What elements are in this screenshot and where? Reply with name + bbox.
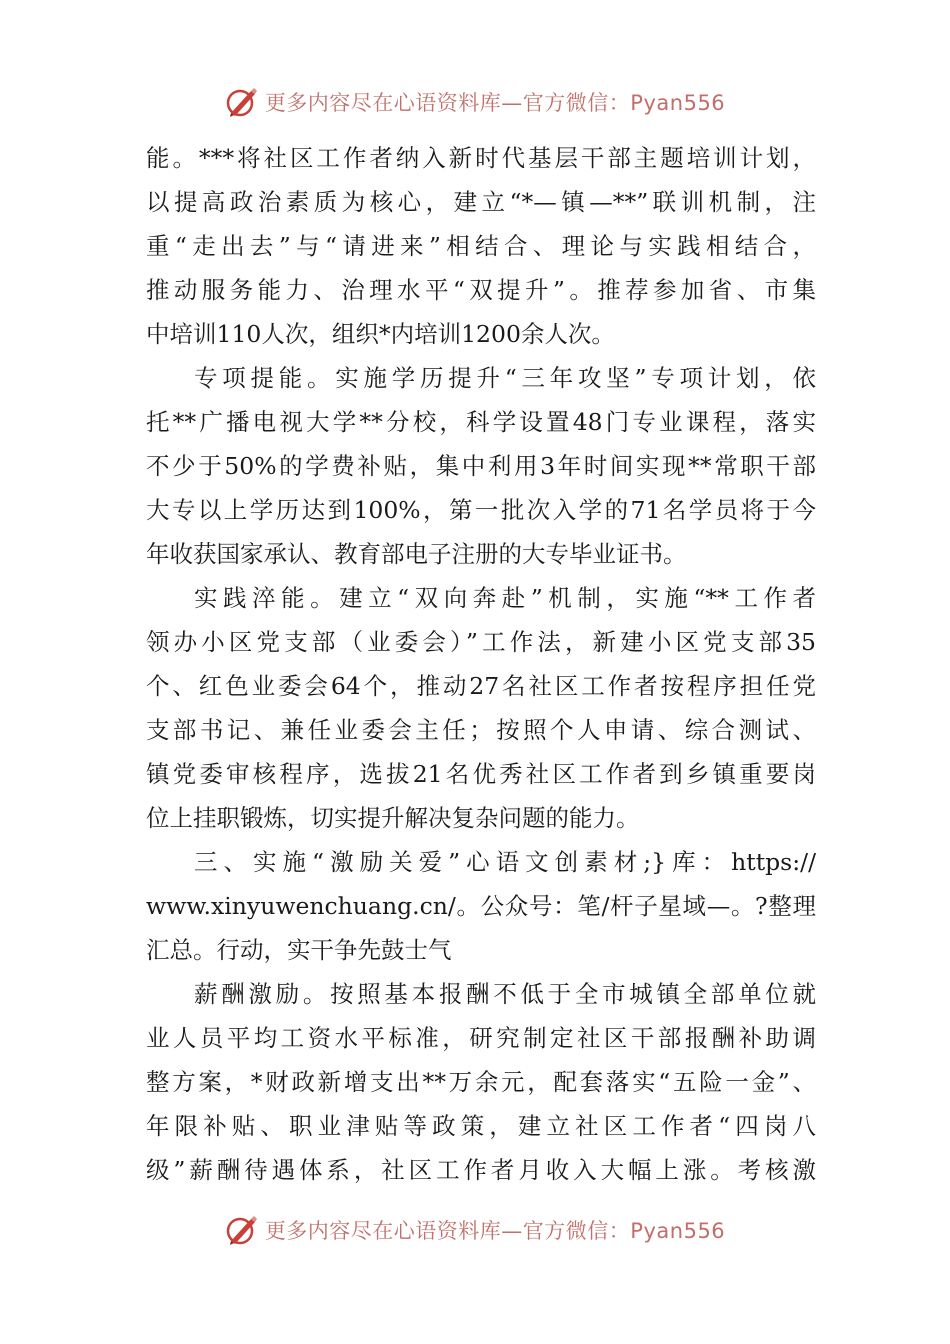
text-line: 位上挂职锻炼，切实提升解决复杂问题的能力。 [146,804,640,832]
footer-banner [0,1210,950,1250]
text-line: 年限补贴、职业津贴等政策，建立社区工作者“四岗八 [146,1112,816,1140]
text-line: 不少于50%的学费补贴，集中利用3年时间实现**常职干部 [146,452,816,480]
header-banner [0,82,950,122]
text-line: 年收获国家承认、教育部电子注册的大专毕业证书。 [146,540,687,568]
text-line: 级”薪酬待遇体系，社区工作者月收入大幅上涨。考核激 [146,1156,816,1184]
text-line: 业人员平均工资水平标准，研究制定社区干部报酬补助调 [146,1024,816,1052]
text-line: 能。***将社区工作者纳入新时代基层干部主题培训计划， [146,144,816,172]
text-line: 薪酬激励。按照基本报酬不低于全市城镇全部单位就 [194,980,816,1008]
text-line: 三、实施“激励关爱”心语文创素材;}库：https:// [194,848,816,876]
text-line: 重“走出去”与“请进来”相结合、理论与实践相结合， [146,232,816,260]
text-line: 镇党委审核程序，选拔21名优秀社区工作者到乡镇重要岗 [146,760,816,788]
text-line: 整方案，*财政新增支出**万余元，配套落实“五险一金”、 [146,1068,816,1096]
text-line: 专项提能。实施学历提升“三年攻坚”专项计划，依 [194,364,816,392]
text-line: 汇总。行动，实干争先鼓士气 [146,936,452,964]
text-line: www.xinyuwenchuang.cn/。公众号：笔/杆子星域—。?整理 [146,892,816,920]
text-line: 领办小区党支部（业委会）”工作法，新建小区党支部35 [146,628,816,656]
pen-circle-logo-icon [225,1213,259,1247]
text-line: 大专以上学历达到100%，第一批次入学的71名学员将于今 [146,496,816,524]
document-body [146,136,816,1192]
text-line: 支部书记、兼任业委会主任；按照个人申请、综合测试、 [146,716,816,744]
text-line: 托**广播电视大学**分校，科学设置48门专业课程，落实 [146,408,816,436]
text-line: 中培训110人次，组织*内培训1200余人次。 [146,320,615,348]
text-line: 推动服务能力、治理水平“双提升”。推荐参加省、市集 [146,276,816,304]
banner-text: 更多内容尽在心语资料库—官方微信：Pyan556 [264,1219,726,1243]
text-line: 以提高政治素质为核心，建立“*—镇—**”联训机制，注 [146,188,816,216]
banner-text: 更多内容尽在心语资料库—官方微信：Pyan556 [264,91,726,115]
text-line: 个、红色业委会64个，推动27名社区工作者按程序担任党 [146,672,816,700]
pen-circle-logo-icon [225,85,259,119]
text-line: 实践淬能。建立“双向奔赴”机制，实施“**工作者 [194,584,816,612]
